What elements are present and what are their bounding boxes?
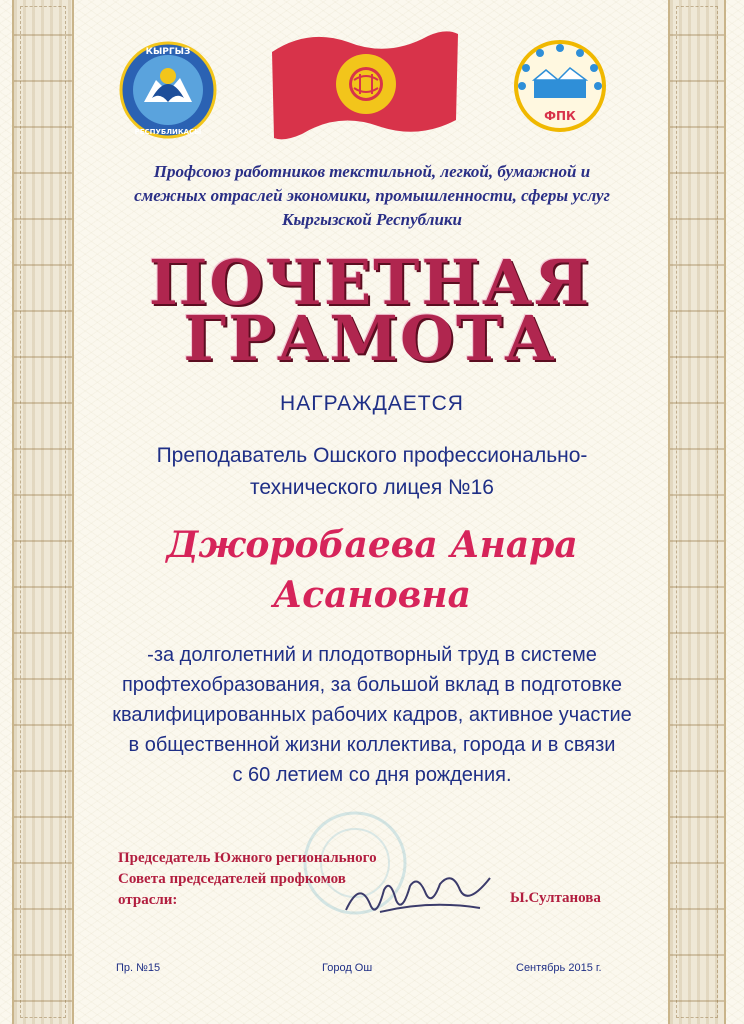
- reason-line: в общественной жизни коллектива, города и в связи: [128, 734, 616, 756]
- recipient-name: [80, 520, 664, 620]
- kyrgyz-flag-icon: [268, 22, 462, 144]
- ornamental-border-right: [668, 0, 726, 1024]
- order-number: Пр. №15: [116, 962, 161, 974]
- reason-line: с 60 летием со дня рождения.: [232, 764, 512, 786]
- union-header-line: Кыргызской Республики: [282, 210, 462, 229]
- position-line: Преподаватель Ошского профессионально-: [156, 444, 588, 467]
- kyrgyz-emblem-icon: [116, 40, 220, 140]
- union-header-line: смежных отраслей экономики, промышленности, сферы услуг: [134, 186, 610, 205]
- recipient-name-line: Асановна: [272, 574, 472, 616]
- awarded-label: НАГРАЖДАЕТСЯ: [280, 392, 464, 415]
- signature-icon: [340, 860, 500, 930]
- title-line-1: ПОЧЕТНАЯ: [148, 246, 592, 319]
- city: Город Ош: [322, 962, 373, 974]
- title-line-2: ГРАМОТА: [183, 302, 557, 375]
- svg-text:ФПК: ФПК: [544, 109, 576, 123]
- union-header-line: Профсоюз работников текстильной, легкой, бумажной и: [153, 162, 591, 181]
- reason-line: -за долголетний и плодотворный труд в системе: [147, 644, 597, 666]
- union-header: [80, 160, 664, 232]
- svg-text:РЕСПУБЛИКАСЫ: РЕСПУБЛИКАСЫ: [134, 128, 202, 136]
- reason-line: квалифицированных рабочих кадров, активное участие: [112, 704, 632, 726]
- reason-line: профтехобразования, за большой вклад в подготовке: [121, 674, 623, 696]
- recipient-position: [80, 440, 664, 504]
- signer-title-line: отрасли:: [118, 892, 178, 908]
- signer-title-line: Председатель Южного регионального: [118, 850, 377, 866]
- signer-title-line: Совета председателей профкомов: [118, 871, 346, 887]
- fpk-emblem-icon: [512, 36, 608, 136]
- issue-date: Сентябрь 2015 г.: [516, 962, 602, 974]
- signer-name: Ы.Султанова: [510, 890, 601, 906]
- recipient-name-line: Джоробаева Анара: [166, 524, 578, 566]
- position-line: технического лицея №16: [250, 476, 494, 499]
- svg-text:КЫРГЫЗ: КЫРГЫЗ: [145, 47, 191, 57]
- ornamental-border-left: [12, 0, 74, 1024]
- award-reason: [80, 640, 664, 790]
